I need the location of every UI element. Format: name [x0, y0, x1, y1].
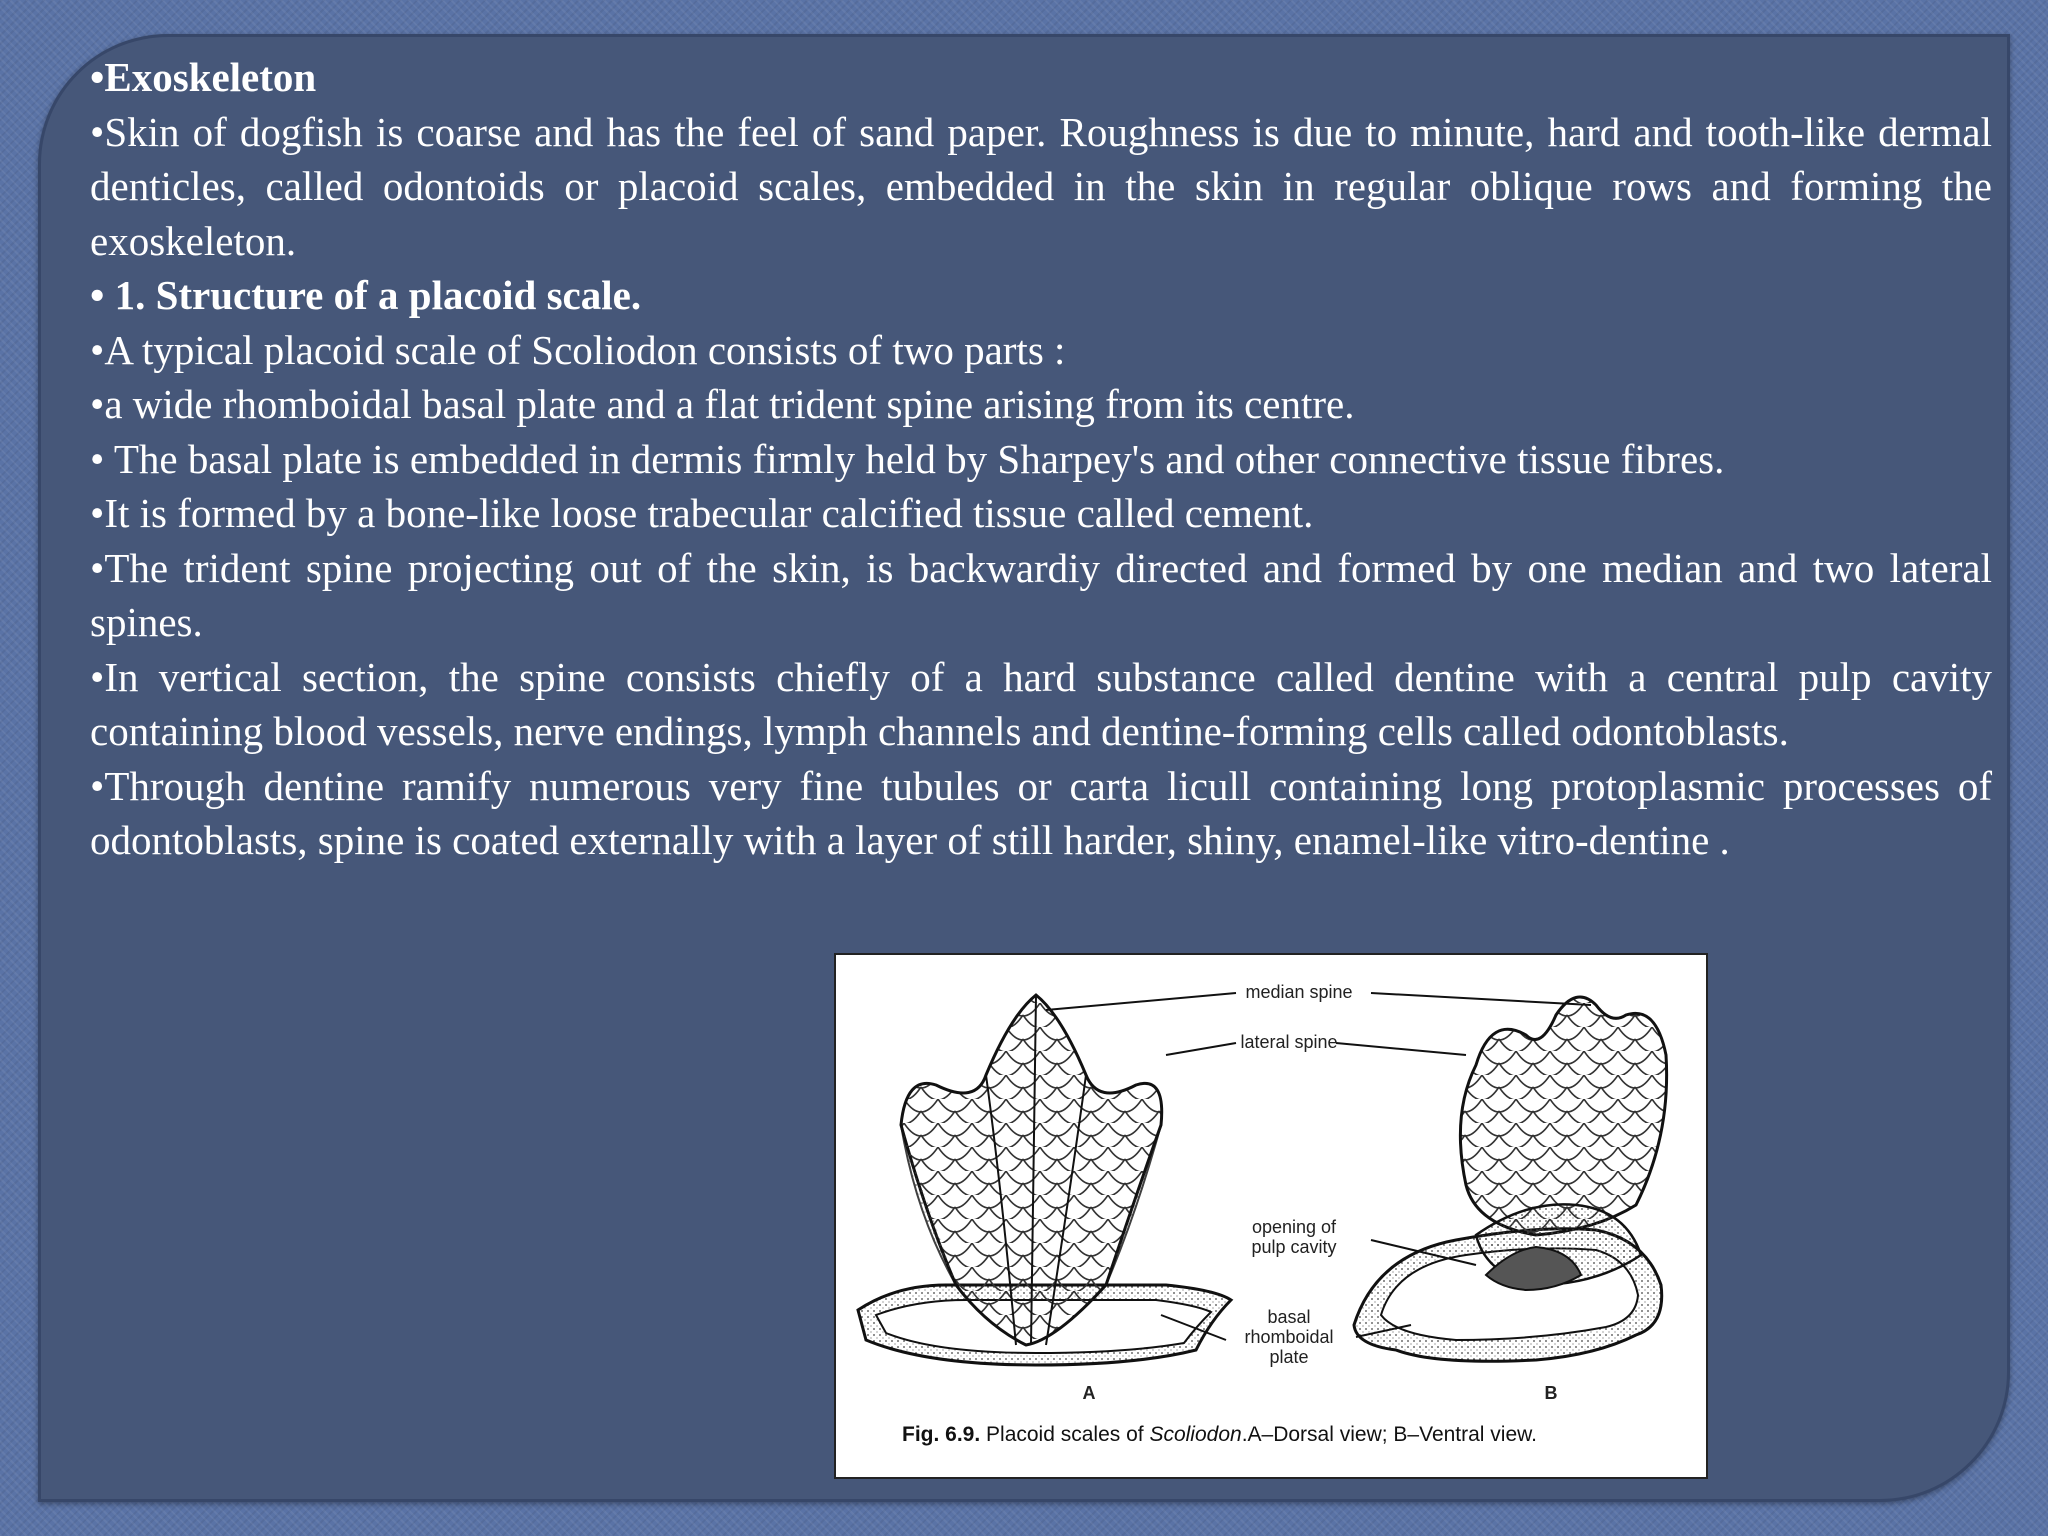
- caption-text-after: .A–Dorsal view; B–Ventral view.: [1241, 1423, 1537, 1446]
- figure-caption: [902, 1423, 1662, 1447]
- paragraph-skin: •Skin of dogfish is coarse and has the feel of sand paper. Roughness is due to minute, hard and tooth-like dermal denticles, called odontoids or placoid scales, embedded in the skin in regular oblique rows and forming the exoskeleton.: [90, 108, 1992, 264]
- scale-a-dorsal: [858, 995, 1231, 1365]
- label-basal-line1: basal: [1267, 1307, 1311, 1327]
- section-heading: • 1. Structure of a placoid scale.: [90, 272, 642, 318]
- label-view-b: B: [1544, 1383, 1558, 1403]
- caption-genus: Scoliodon: [1149, 1423, 1242, 1446]
- paragraph-two-parts: •A typical placoid scale of Scoliodon consists of two parts :: [90, 326, 1066, 373]
- label-lateral-spine: lateral spine: [1240, 1032, 1338, 1052]
- paragraph-cement: •It is formed by a bone-like loose trabecular calcified tissue called cement.: [90, 490, 1314, 536]
- label-basal-line3: plate: [1269, 1347, 1309, 1367]
- label-view-a: A: [1082, 1383, 1096, 1403]
- label-opening-line2: pulp cavity: [1251, 1237, 1337, 1257]
- label-basal-plate: [1224, 1307, 1354, 1367]
- label-opening-line1: opening of: [1251, 1217, 1337, 1237]
- paragraph-dermis: • The basal plate is embedded in dermis firmly held by Sharpey's and other connective tissue fibres.: [90, 435, 1725, 482]
- label-basal-line2: rhomboidal: [1244, 1327, 1334, 1347]
- paragraph-basal-plate-spine: •a wide rhomboidal basal plate and a flat trident spine arising from its centre.: [90, 381, 1355, 427]
- paragraph-dentine: •Through dentine ramify numerous very fine tubules or carta licull containing long protoplasmic processes of odontoblasts, spine is coated externally with a layer of still harder, shiny, enamel-like vitro-dentine .: [90, 762, 1992, 863]
- paragraph-trident-spine: •The trident spine projecting out of the skin, is backwardiy directed and formed by one median and two lateral spines.: [90, 544, 1992, 645]
- slide-body: [90, 50, 1992, 868]
- paragraph-vertical-section: •In vertical section, the spine consists chiefly of a hard substance called dentine with a central pulp cavity containing blood vessels, nerve endings, lymph channels and dentine-forming cells called odontoblasts.: [90, 653, 1992, 754]
- slide-title: •Exoskeleton: [90, 54, 317, 100]
- figure-placoid-scales: [834, 953, 1708, 1479]
- scale-b-ventral: [1354, 997, 1667, 1361]
- caption-number: Fig. 6.9.: [902, 1423, 981, 1446]
- label-opening-pulp-cavity: [1234, 1217, 1354, 1257]
- label-median-spine: median spine: [1245, 982, 1353, 1002]
- caption-text-before: Placoid scales of: [980, 1423, 1150, 1446]
